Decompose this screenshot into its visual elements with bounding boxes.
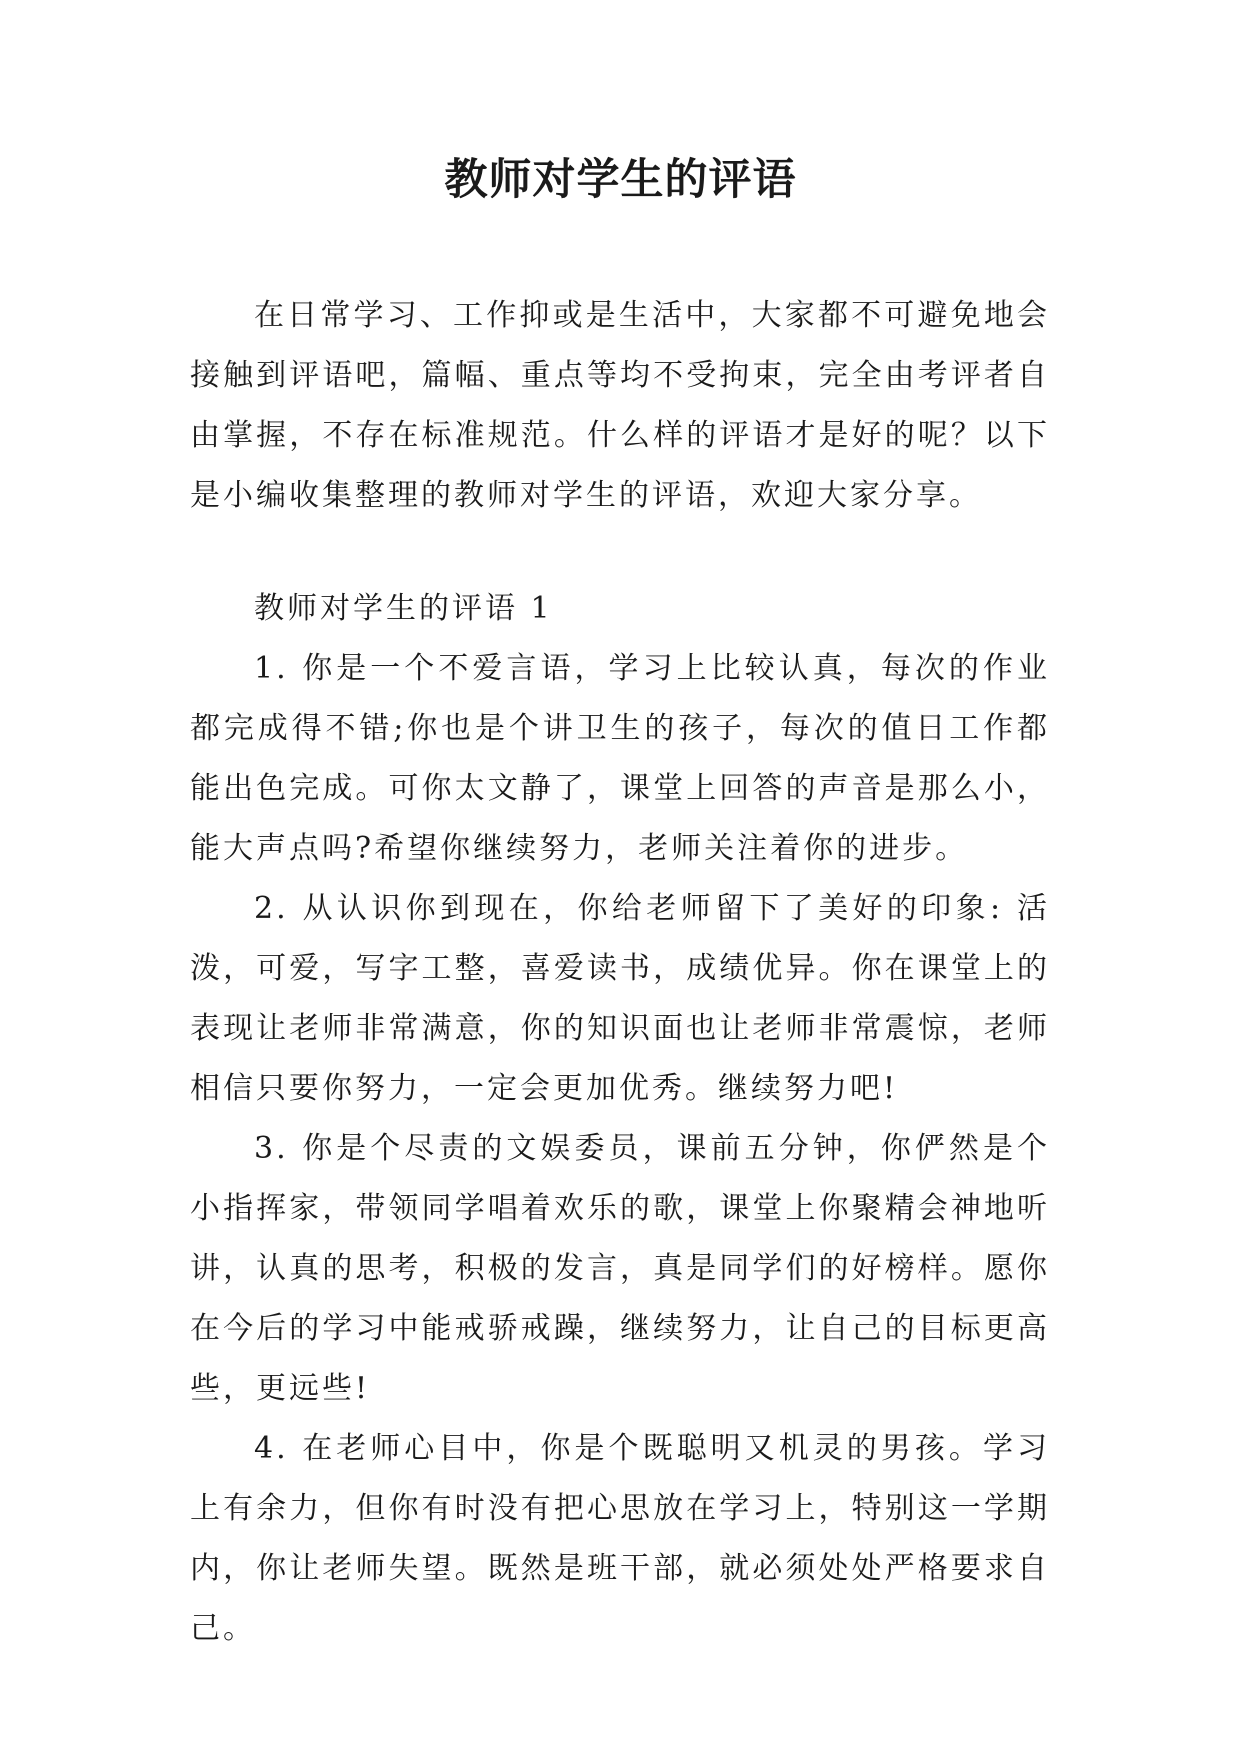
section-heading: 教师对学生的评语 1 [254,591,553,626]
comment-paragraph-4: 4. 在老师心目中，你是个既聪明又机灵的男孩。学习上有余力，但你有时没有把心思放在学习上，特别这一学期内，你让老师失望。既然是班干部，就必须处处严格要求自己。 [190,1431,1050,1646]
intro-block [190,286,1050,526]
intro-paragraph: 在日常学习、工作抑或是生活中，大家都不可避免地会接触到评语吧，篇幅、重点等均不受拘束，完全由考评者自由掌握，不存在标准规范。什么样的评语才是好的呢？以下是小编收集整理的教师对学生的评语，欢迎大家分享。 [190,298,1050,513]
document-title: 教师对学生的评语 [444,155,797,205]
comment-paragraph-3: 3. 你是个尽责的文娱委员，课前五分钟，你俨然是个小指挥家，带领同学唱着欢乐的歌，课堂上你聚精会神地听讲，认真的思考，积极的发言，真是同学们的好榜样。愿你在今后的学习中能戒骄戒躁，继续努力，让自己的目标更高些，更远些! [190,1131,1050,1406]
section-block [190,579,1050,1659]
comment-paragraph-1: 1. 你是一个不爱言语，学习上比较认真，每次的作业都完成得不错;你也是个讲卫生的孩子，每次的值日工作都能出色完成。可你太文静了，课堂上回答的声音是那么小，能大声点吗?希望你继续努力，老师关注着你的进步。 [190,651,1050,866]
comment-paragraph-2: 2. 从认识你到现在，你给老师留下了美好的印象: 活泼，可爱，写字工整，喜爱读书，成绩优异。你在课堂上的表现让老师非常满意，你的知识面也让老师非常震惊，老师相信只要你努力，一定会更加优秀。继续努力吧! [190,891,1050,1106]
